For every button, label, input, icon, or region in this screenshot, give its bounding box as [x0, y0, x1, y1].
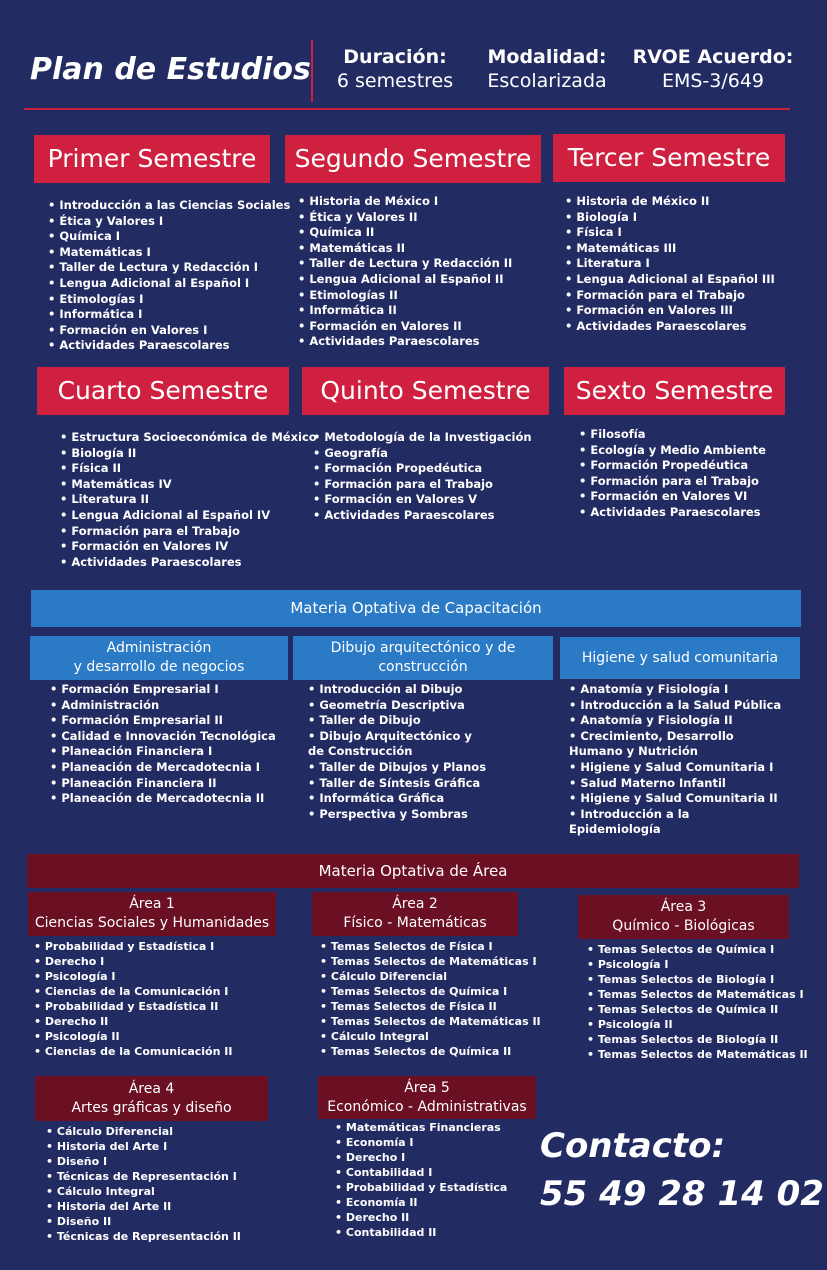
duracion-info: [335, 46, 455, 92]
list-item: • Administración: [50, 698, 276, 714]
list-item: • Temas Selectos de Física II: [320, 999, 541, 1014]
list-item: • Ciencias de la Comunicación II: [34, 1044, 232, 1059]
list-item: • Lengua Adicional al Español IV: [60, 508, 317, 524]
list-item: • Probabilidad y Estadística: [335, 1180, 507, 1195]
list-item: • Planeación Financiera I: [50, 744, 276, 760]
page-title: Plan de Estudios: [30, 52, 311, 87]
list-item: • Geometría Descriptiva: [308, 698, 488, 714]
capacitacion-group-3-line1: Higiene y salud comunitaria: [581, 649, 779, 666]
list-item: • Actividades Paraescolares: [298, 334, 512, 350]
semester-1-title: Primer Semestre: [34, 135, 270, 183]
list-item: • Actividades Paraescolares: [48, 338, 290, 354]
list-item: • Historia del Arte II: [46, 1199, 241, 1214]
list-item: • Biología I: [565, 210, 775, 226]
list-item: • Derecho II: [34, 1014, 232, 1029]
list-item: • Derecho II: [335, 1210, 507, 1225]
list-item: • Temas Selectos de Matemáticas II: [320, 1014, 541, 1029]
list-item: • Historia de México II: [565, 194, 775, 210]
list-item: • Planeación de Mercadotecnia II: [50, 791, 276, 807]
semester-4-list: [60, 430, 317, 570]
area-1-title: [28, 892, 276, 936]
list-item: • Filosofía: [579, 427, 766, 443]
list-item: • Anatomía y Fisiología II: [569, 713, 784, 729]
semester-3-title: Tercer Semestre: [553, 134, 785, 182]
list-item: • Lengua Adicional al Español III: [565, 272, 775, 288]
area-2-list: [320, 939, 541, 1059]
list-item: • Temas Selectos de Matemáticas I: [320, 954, 541, 969]
area-4-line2: Artes gráficas y diseño: [71, 1099, 232, 1116]
list-item: • Matemáticas I: [48, 245, 290, 261]
list-item: • Diseño II: [46, 1214, 241, 1229]
list-item: • Crecimiento, Desarrollo Humano y Nutrición: [569, 729, 784, 760]
list-item: • Introducción a la Salud Pública: [569, 698, 784, 714]
list-item: • Matemáticas III: [565, 241, 775, 257]
list-item: • Etimologías I: [48, 292, 290, 308]
list-item: • Temas Selectos de Matemáticas II: [587, 1047, 808, 1062]
list-item: • Salud Materno Infantil: [569, 776, 784, 792]
list-item: • Matemáticas II: [298, 241, 512, 257]
list-item: • Lengua Adicional al Español I: [48, 276, 290, 292]
list-item: • Ética y Valores I: [48, 214, 290, 230]
list-item: • Etimologías II: [298, 288, 512, 304]
list-item: • Física I: [565, 225, 775, 241]
list-item: • Psicología I: [587, 957, 808, 972]
list-item: • Economía II: [335, 1195, 507, 1210]
list-item: • Formación para el Trabajo: [565, 288, 775, 304]
contact-phone[interactable]: 55 49 28 14 02: [540, 1174, 824, 1214]
capacitacion-group-2-line2: construcción: [378, 659, 468, 675]
area-1-list: [34, 939, 232, 1059]
area-2-line2: Físico - Matemáticas: [343, 915, 487, 931]
list-item: • Perspectiva y Sombras: [308, 807, 488, 823]
list-item: • Formación Empresarial II: [50, 713, 276, 729]
list-item: • Informática II: [298, 303, 512, 319]
area-5-title: [318, 1076, 536, 1119]
area-4-list: [46, 1124, 241, 1244]
list-item: • Anatomía y Fisiología I: [569, 682, 784, 698]
list-item: • Matemáticas IV: [60, 477, 317, 493]
list-item: • Formación en Valores IV: [60, 539, 317, 555]
list-item: • Lengua Adicional al Español II: [298, 272, 512, 288]
list-item: • Formación en Valores I: [48, 323, 290, 339]
list-item: • Introducción a la Epidemiología: [569, 807, 784, 838]
capacitacion-group-1-title: [30, 636, 288, 680]
header-divider: [24, 108, 790, 110]
list-item: • Calidad e Innovación Tecnológica: [50, 729, 276, 745]
list-item: • Geografía: [313, 446, 532, 462]
list-item: • Introducción a las Ciencias Sociales: [48, 198, 290, 214]
list-item: • Taller de Síntesis Gráfica: [308, 776, 488, 792]
list-item: • Química I: [48, 229, 290, 245]
list-item: • Actividades Paraescolares: [60, 555, 317, 571]
list-item: • Economía I: [335, 1135, 507, 1150]
list-item: • Temas Selectos de Biología II: [587, 1032, 808, 1047]
list-item: • Química II: [298, 225, 512, 241]
list-item: • Ecología y Medio Ambiente: [579, 443, 766, 459]
list-item: • Informática Gráfica: [308, 791, 488, 807]
list-item: • Formación en Valores III: [565, 303, 775, 319]
area-5-line1: Área 5: [404, 1079, 450, 1096]
list-item: • Temas Selectos de Química I: [587, 942, 808, 957]
semester-6-title: Sexto Semestre: [564, 367, 785, 415]
capacitacion-group-2-title: [293, 636, 553, 680]
list-item: • Derecho I: [34, 954, 232, 969]
semester-5-list: [313, 430, 532, 524]
area-4-line1: Área 4: [128, 1080, 175, 1097]
area-3-title: [578, 895, 789, 939]
list-item: • Ciencias de la Comunicación I: [34, 984, 232, 999]
area-1-line1: Área 1: [129, 896, 175, 912]
list-item: • Higiene y Salud Comunitaria I: [569, 760, 784, 776]
list-item: • Taller de Lectura y Redacción II: [298, 256, 512, 272]
list-item: • Estructura Socioeconómica de México: [60, 430, 317, 446]
list-item: • Formación en Valores V: [313, 492, 532, 508]
semester-2-list: [298, 194, 512, 350]
list-item: • Probabilidad y Estadística I: [34, 939, 232, 954]
list-item: • Informática I: [48, 307, 290, 323]
list-item: • Temas Selectos de Física I: [320, 939, 541, 954]
list-item: • Literatura II: [60, 492, 317, 508]
list-item: • Derecho I: [335, 1150, 507, 1165]
list-item: • Cálculo Integral: [46, 1184, 241, 1199]
list-item: • Cálculo Diferencial: [46, 1124, 241, 1139]
list-item: • Formación Propedéutica: [313, 461, 532, 477]
semester-6-list: [579, 427, 766, 521]
list-item: • Psicología II: [587, 1017, 808, 1032]
list-item: • Planeación de Mercadotecnia I: [50, 760, 276, 776]
list-item: • Contabilidad I: [335, 1165, 507, 1180]
semester-3-list: [565, 194, 775, 334]
list-item: • Diseño I: [46, 1154, 241, 1169]
list-item: • Taller de Dibujo: [308, 713, 488, 729]
list-item: • Ética y Valores II: [298, 210, 512, 226]
area-3-list: [587, 942, 808, 1062]
list-item: • Cálculo Diferencial: [320, 969, 541, 984]
list-item: • Actividades Paraescolares: [579, 505, 766, 521]
list-item: • Temas Selectos de Química II: [320, 1044, 541, 1059]
duracion-value: 6 semestres: [336, 70, 454, 92]
duracion-label: Duración:: [343, 46, 447, 68]
list-item: • Técnicas de Representación II: [46, 1229, 241, 1244]
list-item: • Taller de Dibujos y Planos: [308, 760, 488, 776]
capacitacion-group-2-line1: Dibujo arquitectónico y de: [330, 640, 516, 656]
rvoe-label: RVOE Acuerdo:: [632, 46, 794, 68]
area-3-line2: Químico - Biológicas: [612, 918, 755, 934]
list-item: • Formación en Valores II: [298, 319, 512, 335]
list-item: • Temas Selectos de Biología I: [587, 972, 808, 987]
list-item: • Formación en Valores VI: [579, 489, 766, 505]
area-5-line2: Económico - Administrativas: [327, 1098, 527, 1115]
list-item: • Historia de México I: [298, 194, 512, 210]
capacitacion-title: Materia Optativa de Capacitación: [31, 590, 801, 627]
capacitacion-group-1-line2: y desarrollo de negocios: [73, 659, 245, 675]
list-item: • Formación Propedéutica: [579, 458, 766, 474]
area-2-line1: Área 2: [392, 896, 438, 912]
capacitacion-group-2-list: [308, 682, 488, 822]
list-item: • Actividades Paraescolares: [565, 319, 775, 335]
modalidad-label: Modalidad:: [487, 46, 607, 68]
semester-5-title: Quinto Semestre: [302, 367, 549, 415]
list-item: • Temas Selectos de Química I: [320, 984, 541, 999]
capacitacion-group-1-list: [50, 682, 276, 807]
area-title: Materia Optativa de Área: [27, 854, 799, 888]
list-item: • Psicología II: [34, 1029, 232, 1044]
area-1-line2: Ciencias Sociales y Humanidades: [34, 915, 270, 931]
area-4-title: [35, 1076, 268, 1121]
modalidad-info: [483, 46, 611, 92]
list-item: • Metodología de la Investigación: [313, 430, 532, 446]
list-item: • Cálculo Integral: [320, 1029, 541, 1044]
list-item: • Biología II: [60, 446, 317, 462]
list-item: • Formación Empresarial I: [50, 682, 276, 698]
list-item: • Introducción al Dibujo: [308, 682, 488, 698]
list-item: • Formación para el Trabajo: [313, 477, 532, 493]
list-item: • Actividades Paraescolares: [313, 508, 532, 524]
list-item: • Técnicas de Representación I: [46, 1169, 241, 1184]
capacitacion-group-3-list: [569, 682, 784, 838]
list-item: • Temas Selectos de Química II: [587, 1002, 808, 1017]
list-item: • Planeación Financiera II: [50, 776, 276, 792]
list-item: • Higiene y Salud Comunitaria II: [569, 791, 784, 807]
list-item: • Taller de Lectura y Redacción I: [48, 260, 290, 276]
list-item: • Formación para el Trabajo: [579, 474, 766, 490]
capacitacion-group-3-title: [560, 637, 800, 679]
contact-label: Contacto:: [540, 1126, 726, 1166]
semester-2-title: Segundo Semestre: [285, 135, 541, 183]
list-item: • Física II: [60, 461, 317, 477]
area-3-line1: Área 3: [660, 899, 707, 915]
rvoe-info: [632, 46, 794, 92]
header-divider-vertical: [311, 40, 313, 102]
list-item: • Psicología I: [34, 969, 232, 984]
rvoe-value: EMS-3/649: [661, 70, 765, 92]
list-item: • Contabilidad II: [335, 1225, 507, 1240]
capacitacion-group-1-line1: Administración: [106, 640, 212, 656]
area-5-list: [335, 1120, 507, 1240]
list-item: • Matemáticas Financieras: [335, 1120, 507, 1135]
modalidad-value: Escolarizada: [487, 70, 607, 92]
semester-4-title: Cuarto Semestre: [37, 367, 289, 415]
list-item: • Formación para el Trabajo: [60, 524, 317, 540]
list-item: • Probabilidad y Estadística II: [34, 999, 232, 1014]
list-item: • Historia del Arte I: [46, 1139, 241, 1154]
list-item: • Dibujo Arquitectónico y de Construcción: [308, 729, 488, 760]
semester-1-list: [48, 198, 290, 354]
area-2-title: [312, 892, 518, 936]
list-item: • Literatura I: [565, 256, 775, 272]
list-item: • Temas Selectos de Matemáticas I: [587, 987, 808, 1002]
